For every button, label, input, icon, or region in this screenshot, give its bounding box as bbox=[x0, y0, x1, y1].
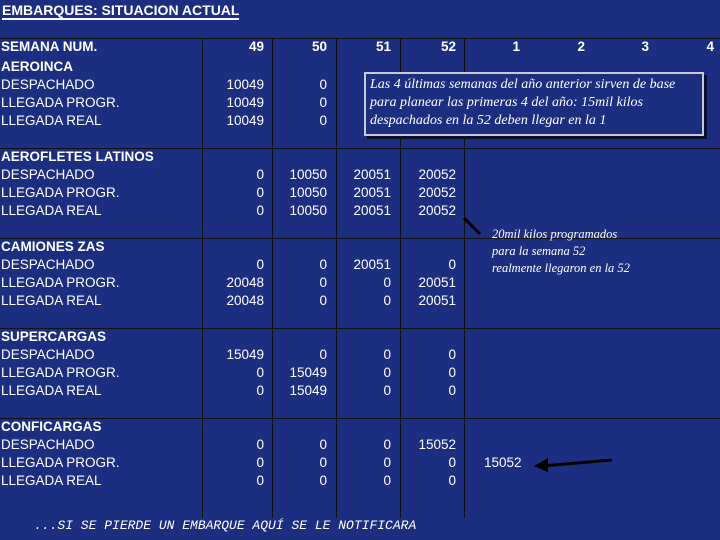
value-cell: 0 bbox=[448, 365, 456, 380]
value-cell: 20051 bbox=[353, 185, 391, 200]
footer-note: ...SI SE PIERDE UN EMBARQUE AQUÍ SE LE NOTIFICARA bbox=[34, 518, 417, 533]
value-cell: 0 bbox=[319, 473, 327, 488]
value-cell: 0 bbox=[256, 455, 264, 470]
row-label: LLEGADA REAL bbox=[1, 113, 102, 128]
value-cell: 0 bbox=[383, 347, 391, 362]
week-header-0: 49 bbox=[248, 39, 264, 54]
value-cell: 15052 bbox=[418, 437, 456, 452]
value-cell: 0 bbox=[256, 473, 264, 488]
row-label: LLEGADA PROGR. bbox=[1, 95, 120, 110]
week-header-3: 52 bbox=[440, 39, 456, 54]
value-cell: 10049 bbox=[226, 77, 264, 92]
arrow-line-2 bbox=[542, 460, 612, 466]
value-cell: 10049 bbox=[226, 113, 264, 128]
value-cell: 0 bbox=[319, 293, 327, 308]
value-cell: 0 bbox=[448, 455, 456, 470]
value-cell: 20051 bbox=[418, 275, 456, 290]
week-header-1: 50 bbox=[311, 39, 327, 54]
row-label: LLEGADA REAL bbox=[1, 293, 102, 308]
value-cell: 20051 bbox=[353, 167, 391, 182]
row-label: DESPACHADO bbox=[1, 77, 95, 92]
row-label: DESPACHADO bbox=[1, 167, 95, 182]
row-label: LLEGADA PROGR. bbox=[1, 455, 120, 470]
row-label: LLEGADA REAL bbox=[1, 473, 102, 488]
value-cell: 15049 bbox=[289, 383, 327, 398]
row-label: LLEGADA REAL bbox=[1, 203, 102, 218]
value-cell: 0 bbox=[319, 95, 327, 110]
week-header-5: 2 bbox=[577, 39, 585, 54]
value-cell: 0 bbox=[448, 257, 456, 272]
value-cell: 20051 bbox=[353, 257, 391, 272]
value-cell: 0 bbox=[256, 203, 264, 218]
row-label: LLEGADA PROGR. bbox=[1, 275, 120, 290]
value-cell: 0 bbox=[448, 347, 456, 362]
note-arrow-text: 20mil kilos programados para la semana 52 realmente llegaron en la 52 bbox=[492, 227, 630, 275]
value-cell: 0 bbox=[256, 437, 264, 452]
value-cell: 15049 bbox=[289, 365, 327, 380]
value-cell: 20048 bbox=[226, 293, 264, 308]
value-cell: 20052 bbox=[418, 167, 456, 182]
row-label: DESPACHADO bbox=[1, 347, 95, 362]
value-cell: 0 bbox=[448, 383, 456, 398]
row-label: LLEGADA PROGR. bbox=[1, 185, 120, 200]
week-header-label: SEMANA NUM. bbox=[1, 39, 98, 54]
carrier-name: CONFICARGAS bbox=[1, 419, 102, 434]
arrow-line-1 bbox=[464, 218, 480, 234]
note-box: Las 4 últimas semanas del año anterior sirven de base para planear las primeras 4 del año: 15mil kilos despachados en la 52 deben llegar en la 1 bbox=[364, 72, 704, 136]
value-cell: 0 bbox=[448, 473, 456, 488]
value-cell: 0 bbox=[383, 383, 391, 398]
carrier-name: CAMIONES ZAS bbox=[1, 239, 105, 254]
value-cell: 0 bbox=[383, 275, 391, 290]
value-cell: 20051 bbox=[418, 293, 456, 308]
value-cell: 10049 bbox=[226, 95, 264, 110]
carrier-name: SUPERCARGAS bbox=[1, 329, 107, 344]
value-cell-extra: 15052 bbox=[484, 455, 522, 470]
row-label: DESPACHADO bbox=[1, 257, 95, 272]
value-cell: 0 bbox=[256, 185, 264, 200]
value-cell: 15049 bbox=[226, 347, 264, 362]
carrier-name: AEROINCA bbox=[1, 59, 74, 74]
value-cell: 0 bbox=[256, 257, 264, 272]
row-label: LLEGADA PROGR. bbox=[1, 365, 120, 380]
value-cell: 0 bbox=[319, 77, 327, 92]
value-cell: 0 bbox=[256, 167, 264, 182]
row-label: DESPACHADO bbox=[1, 437, 95, 452]
value-cell: 0 bbox=[383, 437, 391, 452]
arrow-head-2 bbox=[534, 458, 548, 472]
value-cell: 0 bbox=[383, 365, 391, 380]
carrier-name: AEROFLETES LATINOS bbox=[1, 149, 154, 164]
value-cell: 10050 bbox=[289, 203, 327, 218]
value-cell: 20052 bbox=[418, 185, 456, 200]
week-header-7: 4 bbox=[706, 39, 714, 54]
week-header-2: 51 bbox=[375, 39, 391, 54]
value-cell: 0 bbox=[319, 113, 327, 128]
value-cell: 0 bbox=[383, 293, 391, 308]
value-cell: 20052 bbox=[418, 203, 456, 218]
value-cell: 0 bbox=[256, 365, 264, 380]
week-header-6: 3 bbox=[641, 39, 649, 54]
value-cell: 10050 bbox=[289, 185, 327, 200]
value-cell: 0 bbox=[383, 455, 391, 470]
value-cell: 10050 bbox=[289, 167, 327, 182]
value-cell: 20048 bbox=[226, 275, 264, 290]
value-cell: 0 bbox=[319, 275, 327, 290]
value-cell: 0 bbox=[319, 257, 327, 272]
value-cell: 0 bbox=[319, 455, 327, 470]
value-cell: 0 bbox=[383, 473, 391, 488]
week-header-4: 1 bbox=[512, 39, 520, 54]
value-cell: 0 bbox=[319, 437, 327, 452]
value-cell: 20051 bbox=[353, 203, 391, 218]
row-label: LLEGADA REAL bbox=[1, 383, 102, 398]
value-cell: 0 bbox=[256, 383, 264, 398]
value-cell: 0 bbox=[319, 347, 327, 362]
page-title: EMBARQUES: SITUACION ACTUAL bbox=[2, 2, 240, 18]
